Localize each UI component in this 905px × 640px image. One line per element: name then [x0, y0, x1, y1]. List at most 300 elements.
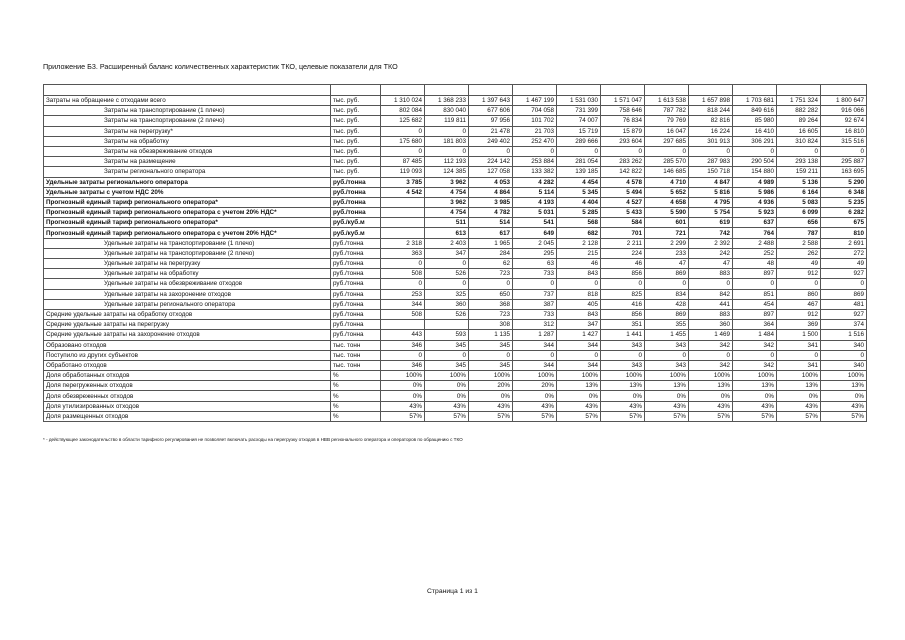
- row-label: Средние удельные затраты на обработку отходов: [44, 309, 331, 319]
- row-label: Удельные затраты на захоронение отходов: [44, 289, 331, 299]
- value-cell: 723: [469, 309, 513, 319]
- row-label: Удельные затраты регионального оператора: [44, 299, 331, 309]
- row-label: Прогнозный единый тариф регионального оператора*: [44, 218, 331, 228]
- value-cell: 100%: [777, 371, 821, 381]
- value-cell: 340: [821, 340, 867, 350]
- value-cell: 4 710: [645, 177, 689, 187]
- value-cell: 4 527: [601, 197, 645, 207]
- value-cell: 355: [645, 320, 689, 330]
- value-cell: 139 185: [557, 167, 601, 177]
- value-cell: 0: [777, 350, 821, 360]
- value-cell: [777, 85, 821, 96]
- row-unit: тыс. руб.: [331, 106, 381, 116]
- value-cell: 0%: [601, 391, 645, 401]
- value-cell: 43%: [733, 401, 777, 411]
- value-cell: 159 211: [777, 167, 821, 177]
- value-cell: 1 135: [469, 330, 513, 340]
- value-cell: 721: [645, 228, 689, 238]
- value-cell: 787: [777, 228, 821, 238]
- value-cell: 387: [513, 299, 557, 309]
- table-row: [44, 279, 867, 289]
- row-unit: тыс. руб.: [331, 167, 381, 177]
- value-cell: 1 657 898: [689, 96, 733, 106]
- value-cell: 4 404: [557, 197, 601, 207]
- value-cell: 342: [733, 360, 777, 370]
- value-cell: 0: [733, 350, 777, 360]
- value-cell: 16 047: [645, 126, 689, 136]
- value-cell: 1 368 233: [425, 96, 469, 106]
- value-cell: 146 685: [645, 167, 689, 177]
- value-cell: 119 811: [425, 116, 469, 126]
- value-cell: 57%: [601, 411, 645, 421]
- value-cell: 0: [601, 279, 645, 289]
- value-cell: 57%: [821, 411, 867, 421]
- value-cell: [645, 85, 689, 96]
- value-cell: 43%: [821, 401, 867, 411]
- value-cell: 100%: [733, 371, 777, 381]
- value-cell: 224 142: [469, 157, 513, 167]
- value-cell: 13%: [733, 381, 777, 391]
- value-cell: 112 193: [425, 157, 469, 167]
- value-cell: 0%: [689, 391, 733, 401]
- value-cell: 2 403: [425, 238, 469, 248]
- row-unit: руб./тонна: [331, 309, 381, 319]
- value-cell: 368: [469, 299, 513, 309]
- value-cell: 344: [381, 299, 425, 309]
- table-row: [44, 411, 867, 421]
- value-cell: 0: [513, 279, 557, 289]
- value-cell: 1 427: [557, 330, 601, 340]
- value-cell: 856: [601, 309, 645, 319]
- row-label: Доля обработанных отходов: [44, 371, 331, 381]
- value-cell: 1 800 647: [821, 96, 867, 106]
- value-cell: 1 469: [689, 330, 733, 340]
- value-cell: 0: [689, 279, 733, 289]
- value-cell: 15 719: [557, 126, 601, 136]
- value-cell: 731 399: [557, 106, 601, 116]
- balance-table: [43, 84, 867, 422]
- value-cell: 46: [557, 259, 601, 269]
- value-cell: 4 754: [425, 208, 469, 218]
- row-unit: руб./тонна: [331, 279, 381, 289]
- value-cell: 897: [733, 269, 777, 279]
- table-row: [44, 208, 867, 218]
- value-cell: 57%: [513, 411, 557, 421]
- table-row: [44, 360, 867, 370]
- value-cell: 4 795: [689, 197, 733, 207]
- value-cell: 0: [513, 146, 557, 156]
- value-cell: 601: [645, 218, 689, 228]
- value-cell: 344: [557, 360, 601, 370]
- value-cell: 6 348: [821, 187, 867, 197]
- value-cell: 860: [777, 289, 821, 299]
- row-label: Средние удельные затраты на перегрузку: [44, 320, 331, 330]
- value-cell: 4 053: [469, 177, 513, 187]
- value-cell: 0: [689, 146, 733, 156]
- value-cell: 344: [557, 340, 601, 350]
- value-cell: 912: [777, 309, 821, 319]
- value-cell: 0: [733, 279, 777, 289]
- value-cell: 233: [645, 248, 689, 258]
- table-row: [44, 289, 867, 299]
- value-cell: 1 751 324: [777, 96, 821, 106]
- row-unit: %: [331, 391, 381, 401]
- value-cell: 347: [557, 320, 601, 330]
- value-cell: 4 754: [425, 187, 469, 197]
- row-unit: руб./куб.м: [331, 218, 381, 228]
- value-cell: 4 193: [513, 197, 557, 207]
- value-cell: 0: [821, 279, 867, 289]
- value-cell: 5 590: [645, 208, 689, 218]
- value-cell: 87 485: [381, 157, 425, 167]
- value-cell: 215: [557, 248, 601, 258]
- value-cell: 818: [557, 289, 601, 299]
- value-cell: 1 397 643: [469, 96, 513, 106]
- value-cell: 142 822: [601, 167, 645, 177]
- value-cell: 63: [513, 259, 557, 269]
- value-cell: 364: [733, 320, 777, 330]
- value-cell: 1 613 538: [645, 96, 689, 106]
- value-cell: 526: [425, 269, 469, 279]
- value-cell: 43%: [689, 401, 733, 411]
- value-cell: 57%: [557, 411, 601, 421]
- value-cell: 5 433: [601, 208, 645, 218]
- value-cell: 818 244: [689, 106, 733, 116]
- value-cell: 6 099: [777, 208, 821, 218]
- row-label: Доля обезвреженных отходов: [44, 391, 331, 401]
- table-row: [44, 259, 867, 269]
- value-cell: 3 962: [425, 197, 469, 207]
- value-cell: 1 531 030: [557, 96, 601, 106]
- value-cell: 802 084: [381, 106, 425, 116]
- value-cell: 57%: [425, 411, 469, 421]
- value-cell: 1 571 047: [601, 96, 645, 106]
- value-cell: 723: [469, 269, 513, 279]
- value-cell: 0: [733, 146, 777, 156]
- value-cell: 0: [469, 279, 513, 289]
- value-cell: 272: [821, 248, 867, 258]
- table-row: [44, 299, 867, 309]
- table-row: [44, 238, 867, 248]
- value-cell: 1 965: [469, 238, 513, 248]
- row-unit: [331, 85, 381, 96]
- value-cell: 345: [425, 340, 469, 350]
- value-cell: 4 658: [645, 197, 689, 207]
- value-cell: 883: [689, 309, 733, 319]
- row-unit: руб./тонна: [331, 187, 381, 197]
- page-number: Страница 1 из 1: [427, 588, 478, 595]
- value-cell: 3 785: [381, 177, 425, 187]
- value-cell: 927: [821, 309, 867, 319]
- value-cell: 43%: [557, 401, 601, 411]
- value-cell: 43%: [469, 401, 513, 411]
- value-cell: 163 695: [821, 167, 867, 177]
- row-label: Удельные затраты на транспортирование (2 плечо): [44, 248, 331, 258]
- value-cell: [601, 85, 645, 96]
- value-cell: [381, 85, 425, 96]
- value-cell: 1 500: [777, 330, 821, 340]
- table-row: [44, 269, 867, 279]
- table-row: [44, 96, 867, 106]
- value-cell: 6 282: [821, 208, 867, 218]
- value-cell: 0%: [381, 391, 425, 401]
- value-cell: 253: [381, 289, 425, 299]
- value-cell: 293 138: [777, 157, 821, 167]
- value-cell: 454: [733, 299, 777, 309]
- row-unit: %: [331, 381, 381, 391]
- value-cell: 57%: [689, 411, 733, 421]
- value-cell: [469, 85, 513, 96]
- value-cell: 0%: [733, 391, 777, 401]
- value-cell: 16 410: [733, 126, 777, 136]
- table-row: [44, 350, 867, 360]
- value-cell: 869: [645, 269, 689, 279]
- table-row: [44, 391, 867, 401]
- value-cell: 293 604: [601, 136, 645, 146]
- value-cell: 124 385: [425, 167, 469, 177]
- value-cell: 345: [469, 360, 513, 370]
- value-cell: [689, 85, 733, 96]
- value-cell: 0: [425, 350, 469, 360]
- value-cell: 1 516: [821, 330, 867, 340]
- row-label: Затраты на транспортирование (1 плечо): [44, 106, 331, 116]
- table-row: [44, 157, 867, 167]
- value-cell: 57%: [381, 411, 425, 421]
- value-cell: 869: [821, 289, 867, 299]
- row-label: Удельные затраты на перегрузку: [44, 259, 331, 269]
- value-cell: 4 989: [733, 177, 777, 187]
- value-cell: 20%: [513, 381, 557, 391]
- value-cell: 306 291: [733, 136, 777, 146]
- value-cell: 825: [601, 289, 645, 299]
- value-cell: [425, 85, 469, 96]
- value-cell: 351: [601, 320, 645, 330]
- row-unit: %: [331, 411, 381, 421]
- value-cell: 57%: [469, 411, 513, 421]
- value-cell: 343: [645, 340, 689, 350]
- table-row: [44, 340, 867, 350]
- value-cell: 13%: [689, 381, 733, 391]
- value-cell: 21 478: [469, 126, 513, 136]
- value-cell: 0%: [381, 381, 425, 391]
- value-cell: 0: [469, 146, 513, 156]
- value-cell: 85 980: [733, 116, 777, 126]
- value-cell: 0%: [425, 381, 469, 391]
- value-cell: 787 782: [645, 106, 689, 116]
- value-cell: 5 986: [733, 187, 777, 197]
- value-cell: 1 455: [645, 330, 689, 340]
- row-label: [44, 85, 331, 96]
- value-cell: 0: [513, 350, 557, 360]
- value-cell: 16 810: [821, 126, 867, 136]
- value-cell: 20%: [469, 381, 513, 391]
- row-label: Затраты на перегрузку*: [44, 126, 331, 136]
- value-cell: 0: [425, 279, 469, 289]
- value-cell: 5 816: [689, 187, 733, 197]
- value-cell: [381, 320, 425, 330]
- value-cell: 481: [821, 299, 867, 309]
- value-cell: 285 570: [645, 157, 689, 167]
- value-cell: 315 516: [821, 136, 867, 146]
- value-cell: 2 488: [733, 238, 777, 248]
- value-cell: 0: [645, 146, 689, 156]
- value-cell: 650: [469, 289, 513, 299]
- value-cell: 0: [689, 350, 733, 360]
- value-cell: 342: [689, 360, 733, 370]
- value-cell: 0: [821, 146, 867, 156]
- value-cell: 43%: [645, 401, 689, 411]
- table-row: [44, 309, 867, 319]
- value-cell: 343: [601, 340, 645, 350]
- value-cell: [821, 85, 867, 96]
- value-cell: [557, 85, 601, 96]
- value-cell: 62: [469, 259, 513, 269]
- value-cell: 308: [469, 320, 513, 330]
- value-cell: 13%: [601, 381, 645, 391]
- row-label: Доля размещенных отходов: [44, 411, 331, 421]
- value-cell: 100%: [381, 371, 425, 381]
- row-unit: руб./тонна: [331, 259, 381, 269]
- value-cell: 675: [821, 218, 867, 228]
- value-cell: 119 093: [381, 167, 425, 177]
- value-cell: 100%: [469, 371, 513, 381]
- table-row: [44, 381, 867, 391]
- value-cell: 912: [777, 269, 821, 279]
- value-cell: 4 542: [381, 187, 425, 197]
- value-cell: 2 211: [601, 238, 645, 248]
- row-unit: руб./тонна: [331, 269, 381, 279]
- value-cell: 467: [777, 299, 821, 309]
- value-cell: 526: [425, 309, 469, 319]
- value-cell: 882 282: [777, 106, 821, 116]
- value-cell: 74 007: [557, 116, 601, 126]
- value-cell: 842: [689, 289, 733, 299]
- value-cell: 344: [513, 360, 557, 370]
- value-cell: 0: [557, 350, 601, 360]
- value-cell: 297 685: [645, 136, 689, 146]
- value-cell: 5 235: [821, 197, 867, 207]
- value-cell: 150 718: [689, 167, 733, 177]
- value-cell: 13%: [645, 381, 689, 391]
- value-cell: 830 040: [425, 106, 469, 116]
- value-cell: 0: [821, 350, 867, 360]
- value-cell: 43%: [513, 401, 557, 411]
- value-cell: 0: [557, 279, 601, 289]
- value-cell: 0: [777, 146, 821, 156]
- value-cell: 441: [689, 299, 733, 309]
- value-cell: 347: [425, 248, 469, 258]
- table-row: [44, 401, 867, 411]
- value-cell: 46: [601, 259, 645, 269]
- value-cell: 100%: [689, 371, 733, 381]
- value-cell: 92 674: [821, 116, 867, 126]
- value-cell: 342: [689, 340, 733, 350]
- value-cell: 346: [381, 340, 425, 350]
- value-cell: 2 045: [513, 238, 557, 248]
- value-cell: 175 680: [381, 136, 425, 146]
- value-cell: 100%: [645, 371, 689, 381]
- value-cell: [381, 197, 425, 207]
- value-cell: [381, 218, 425, 228]
- row-label: Прогнозный единый тариф регионального оператора с учетом 20% НДС*: [44, 228, 331, 238]
- value-cell: 869: [645, 309, 689, 319]
- value-cell: 181 803: [425, 136, 469, 146]
- row-unit: %: [331, 401, 381, 411]
- footnote: * - действующее законодательство в области тарифного регулирования не позволяет включать расходы на перегрузку отходов в НВВ регионального оператора и операторов по обращению с ТКО: [43, 437, 463, 442]
- row-label: Обработано отходов: [44, 360, 331, 370]
- value-cell: 568: [557, 218, 601, 228]
- value-cell: 0%: [425, 391, 469, 401]
- row-label: Затраты на обработку: [44, 136, 331, 146]
- header-row: [44, 85, 867, 96]
- value-cell: 4 282: [513, 177, 557, 187]
- value-cell: 253 884: [513, 157, 557, 167]
- value-cell: 4 454: [557, 177, 601, 187]
- value-cell: 0%: [513, 391, 557, 401]
- value-cell: 4 782: [469, 208, 513, 218]
- value-cell: 617: [469, 228, 513, 238]
- value-cell: 0: [557, 146, 601, 156]
- row-unit: руб./тонна: [331, 320, 381, 330]
- value-cell: 344: [513, 340, 557, 350]
- value-cell: 345: [425, 360, 469, 370]
- value-cell: 0: [381, 350, 425, 360]
- value-cell: 16 605: [777, 126, 821, 136]
- row-unit: тыс. тонн: [331, 360, 381, 370]
- value-cell: 287 983: [689, 157, 733, 167]
- table-row: [44, 116, 867, 126]
- value-cell: 101 702: [513, 116, 557, 126]
- value-cell: 341: [777, 340, 821, 350]
- value-cell: 3 962: [425, 177, 469, 187]
- value-cell: 0: [425, 259, 469, 269]
- value-cell: 2 588: [777, 238, 821, 248]
- value-cell: 5 285: [557, 208, 601, 218]
- value-cell: 283 262: [601, 157, 645, 167]
- value-cell: 369: [777, 320, 821, 330]
- value-cell: 649: [513, 228, 557, 238]
- value-cell: 2 392: [689, 238, 733, 248]
- value-cell: 1 467 199: [513, 96, 557, 106]
- value-cell: 834: [645, 289, 689, 299]
- value-cell: 100%: [425, 371, 469, 381]
- value-cell: 758 646: [601, 106, 645, 116]
- value-cell: 656: [777, 218, 821, 228]
- value-cell: 4 847: [689, 177, 733, 187]
- value-cell: 5 136: [777, 177, 821, 187]
- value-cell: 0: [381, 146, 425, 156]
- row-unit: руб./тонна: [331, 238, 381, 248]
- row-unit: %: [331, 371, 381, 381]
- table-row: [44, 177, 867, 187]
- row-unit: тыс. руб.: [331, 146, 381, 156]
- value-cell: 0: [777, 279, 821, 289]
- row-label: Доля перегруженных отходов: [44, 381, 331, 391]
- value-cell: 0: [601, 350, 645, 360]
- value-cell: 511: [425, 218, 469, 228]
- table-row: [44, 371, 867, 381]
- value-cell: 677 606: [469, 106, 513, 116]
- value-cell: 48: [733, 259, 777, 269]
- table-row: [44, 106, 867, 116]
- value-cell: 428: [645, 299, 689, 309]
- document-title: Приложение Б3. Расширенный баланс количественных характеристик ТКО, целевые показатели для ТКО: [43, 62, 398, 71]
- table-row: [44, 136, 867, 146]
- value-cell: 3 985: [469, 197, 513, 207]
- value-cell: 343: [601, 360, 645, 370]
- table-row: [44, 330, 867, 340]
- value-cell: 100%: [513, 371, 557, 381]
